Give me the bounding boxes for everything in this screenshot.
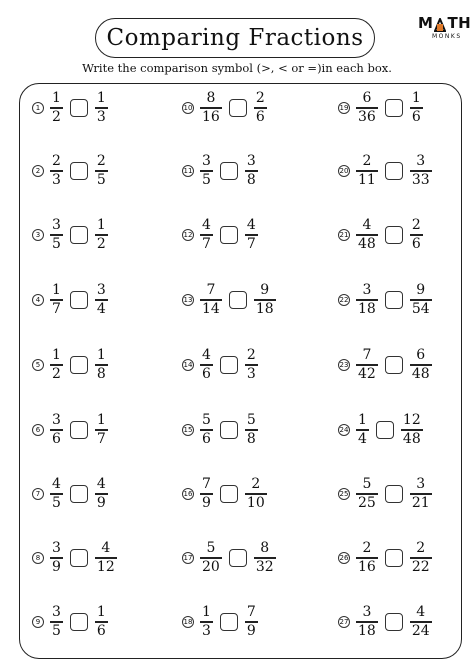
- problem-item: [338, 345, 432, 385]
- problem-item: [182, 280, 276, 320]
- numerator: 1: [52, 282, 61, 299]
- left-fraction: [356, 218, 378, 251]
- right-fraction: [245, 605, 258, 638]
- right-fraction: [254, 91, 267, 124]
- problem-item: [182, 88, 267, 128]
- answer-box[interactable]: [70, 549, 88, 567]
- answer-box[interactable]: [220, 613, 238, 631]
- problem-item: [32, 345, 108, 385]
- denominator: 9: [96, 494, 106, 511]
- denominator: 22: [411, 558, 430, 575]
- right-fraction: [401, 413, 423, 446]
- problem-number: 19: [339, 104, 349, 112]
- right-fraction: [410, 283, 432, 316]
- numerator: 3: [96, 282, 106, 299]
- right-fraction: [410, 348, 432, 381]
- numerator: 1: [96, 412, 106, 429]
- numerator: 8: [260, 540, 270, 557]
- answer-box[interactable]: [220, 162, 238, 180]
- right-fraction: [254, 283, 276, 316]
- problem-number: 1: [32, 102, 44, 114]
- denominator: 9: [246, 622, 256, 639]
- left-fraction: [356, 91, 378, 124]
- right-fraction: [95, 154, 108, 187]
- denominator: 3: [96, 108, 106, 125]
- denominator: 54: [411, 300, 430, 317]
- denominator: 6: [255, 108, 265, 125]
- denominator: 8: [96, 365, 106, 382]
- denominator: 21: [411, 494, 430, 511]
- right-fraction: [254, 541, 276, 574]
- left-fraction: [356, 605, 378, 638]
- right-fraction: [245, 154, 258, 187]
- problem-number: 11: [183, 167, 193, 175]
- denominator: 36: [358, 108, 376, 125]
- numerator: 1: [202, 604, 211, 621]
- numerator: 2: [416, 540, 426, 557]
- math-monks-logo: [418, 14, 472, 54]
- answer-box[interactable]: [70, 356, 88, 374]
- right-fraction: [95, 348, 108, 381]
- denominator: 5: [52, 622, 61, 639]
- denominator: 9: [202, 494, 211, 511]
- denominator: 18: [358, 622, 376, 639]
- numerator: 1: [52, 347, 61, 364]
- problem-item: [32, 538, 117, 578]
- problem-item: [32, 88, 108, 128]
- problem-item: [32, 474, 108, 514]
- numerator: 2: [362, 153, 372, 170]
- denominator: 5: [202, 171, 211, 188]
- denominator: 9: [52, 558, 61, 575]
- worksheet-title: [95, 18, 375, 58]
- left-fraction: [200, 348, 213, 381]
- numerator: 3: [416, 476, 426, 493]
- answer-box[interactable]: [220, 421, 238, 439]
- problem-number: 21: [339, 231, 349, 239]
- problem-number: 9: [32, 616, 44, 628]
- answer-box[interactable]: [385, 485, 403, 503]
- right-fraction: [245, 477, 267, 510]
- problem-item: [338, 474, 432, 514]
- denominator: 2: [96, 235, 106, 252]
- numerator: 1: [96, 347, 106, 364]
- answer-box[interactable]: [385, 162, 403, 180]
- problem-item: [338, 280, 432, 320]
- problem-number: 2: [32, 165, 44, 177]
- instructions: Write the comparison symbol (>, < or =)in each box.: [82, 61, 392, 75]
- numerator: 4: [101, 540, 111, 557]
- answer-box[interactable]: [385, 613, 403, 631]
- numerator: 5: [202, 412, 211, 429]
- numerator: 3: [52, 604, 61, 621]
- numerator: 2: [96, 153, 106, 170]
- answer-box[interactable]: [70, 226, 88, 244]
- problem-number: 23: [339, 361, 349, 369]
- problem-number: 27: [339, 618, 349, 626]
- numerator: 6: [416, 347, 426, 364]
- numerator: 4: [202, 347, 211, 364]
- problem-number: 6: [32, 424, 44, 436]
- problem-item: [338, 151, 432, 191]
- right-fraction: [410, 605, 432, 638]
- answer-box[interactable]: [229, 291, 247, 309]
- denominator: 5: [52, 235, 61, 252]
- answer-box[interactable]: [376, 421, 394, 439]
- denominator: 16: [202, 108, 220, 125]
- answer-box[interactable]: [220, 356, 238, 374]
- denominator: 6: [411, 108, 421, 125]
- problem-item: [182, 538, 276, 578]
- problem-item: [32, 280, 108, 320]
- right-fraction: [245, 413, 258, 446]
- denominator: 6: [96, 622, 106, 639]
- denominator: 3: [202, 622, 211, 639]
- problem-item: [338, 602, 432, 642]
- denominator: 10: [246, 494, 265, 511]
- denominator: 16: [358, 558, 376, 575]
- right-fraction: [245, 348, 258, 381]
- numerator: 3: [246, 153, 256, 170]
- denominator: 42: [358, 365, 376, 382]
- left-fraction: [200, 91, 222, 124]
- denominator: 6: [52, 430, 61, 447]
- answer-box[interactable]: [385, 226, 403, 244]
- right-fraction: [95, 218, 108, 251]
- denominator: 5: [96, 171, 106, 188]
- problem-number: 25: [339, 490, 349, 498]
- problem-number: 14: [183, 361, 193, 369]
- right-fraction: [410, 218, 423, 251]
- answer-box[interactable]: [229, 99, 247, 117]
- problem-item: [182, 602, 258, 642]
- left-fraction: [200, 154, 213, 187]
- problem-number: 15: [183, 426, 193, 434]
- left-fraction: [200, 477, 213, 510]
- problem-number: 18: [183, 618, 193, 626]
- problem-item: [182, 345, 258, 385]
- denominator: 32: [255, 558, 274, 575]
- answer-box[interactable]: [220, 226, 238, 244]
- numerator: 1: [358, 412, 367, 429]
- numerator: 3: [202, 153, 211, 170]
- right-fraction: [410, 477, 432, 510]
- numerator: 2: [411, 217, 421, 234]
- logo-letters: M: [418, 14, 434, 32]
- problem-item: [182, 215, 258, 255]
- numerator: 7: [362, 347, 372, 364]
- denominator: 7: [202, 235, 211, 252]
- numerator: 2: [255, 90, 265, 107]
- logo-letters-rest: TH: [447, 14, 472, 32]
- numerator: 4: [416, 604, 426, 621]
- numerator: 3: [52, 540, 61, 557]
- denominator: 14: [202, 300, 220, 317]
- denominator: 7: [52, 300, 61, 317]
- problem-number: 13: [183, 296, 193, 304]
- denominator: 6: [411, 235, 421, 252]
- denominator: 18: [255, 300, 274, 317]
- numerator: 1: [52, 90, 61, 107]
- left-fraction: [200, 605, 213, 638]
- denominator: 6: [202, 430, 211, 447]
- right-fraction: [410, 154, 432, 187]
- problem-number: 22: [339, 296, 349, 304]
- denominator: 11: [358, 171, 376, 188]
- problem-number: 5: [32, 359, 44, 371]
- left-fraction: [50, 283, 63, 316]
- answer-box[interactable]: [70, 162, 88, 180]
- numerator: 12: [402, 412, 421, 429]
- problem-number: 10: [183, 104, 193, 112]
- denominator: 8: [246, 430, 256, 447]
- problem-number: 24: [339, 426, 349, 434]
- numerator: 4: [362, 217, 372, 234]
- numerator: 2: [52, 153, 61, 170]
- numerator: 4: [202, 217, 211, 234]
- left-fraction: [50, 348, 63, 381]
- denominator: 2: [52, 108, 61, 125]
- problem-number: 17: [183, 554, 193, 562]
- denominator: 48: [411, 365, 430, 382]
- left-fraction: [356, 348, 378, 381]
- left-fraction: [50, 605, 63, 638]
- right-fraction: [95, 541, 117, 574]
- answer-box[interactable]: [70, 613, 88, 631]
- problem-number: 4: [32, 294, 44, 306]
- left-fraction: [200, 218, 213, 251]
- answer-box[interactable]: [70, 421, 88, 439]
- problem-item: [338, 215, 423, 255]
- left-fraction: [356, 154, 378, 187]
- answer-box[interactable]: [385, 356, 403, 374]
- problem-number: 3: [32, 229, 44, 241]
- problem-number: 12: [183, 231, 193, 239]
- denominator: 24: [411, 622, 430, 639]
- left-fraction: [356, 283, 378, 316]
- denominator: 25: [358, 494, 376, 511]
- denominator: 18: [358, 300, 376, 317]
- problem-item: [32, 410, 108, 450]
- numerator: 7: [246, 604, 256, 621]
- numerator: 4: [246, 217, 256, 234]
- numerator: 5: [206, 540, 216, 557]
- numerator: 2: [251, 476, 261, 493]
- right-fraction: [410, 91, 423, 124]
- numerator: 2: [362, 540, 372, 557]
- right-fraction: [410, 541, 432, 574]
- problem-number: 20: [339, 167, 349, 175]
- right-fraction: [245, 218, 258, 251]
- left-fraction: [50, 91, 63, 124]
- problem-item: [338, 538, 432, 578]
- numerator: 1: [96, 217, 106, 234]
- numerator: 7: [202, 476, 211, 493]
- title-text: Comparing Fractions: [106, 25, 364, 51]
- left-fraction: [50, 218, 63, 251]
- numerator: 2: [246, 347, 256, 364]
- numerator: 4: [96, 476, 106, 493]
- denominator: 4: [96, 300, 106, 317]
- numerator: 1: [96, 90, 106, 107]
- left-fraction: [200, 413, 213, 446]
- right-fraction: [95, 477, 108, 510]
- left-fraction: [356, 413, 369, 446]
- numerator: 5: [362, 476, 372, 493]
- denominator: 3: [52, 171, 61, 188]
- problem-item: [182, 474, 267, 514]
- logo-triangle-icon: [434, 18, 446, 32]
- problem-number: 26: [339, 554, 349, 562]
- left-fraction: [200, 541, 222, 574]
- numerator: 1: [411, 90, 421, 107]
- left-fraction: [356, 541, 378, 574]
- left-fraction: [200, 283, 222, 316]
- numerator: 4: [52, 476, 61, 493]
- denominator: 6: [202, 365, 211, 382]
- left-fraction: [50, 477, 63, 510]
- numerator: 8: [206, 90, 216, 107]
- problem-number: 16: [183, 490, 193, 498]
- problem-item: [182, 410, 258, 450]
- answer-box[interactable]: [70, 485, 88, 503]
- left-fraction: [50, 541, 63, 574]
- numerator: 9: [416, 282, 426, 299]
- left-fraction: [50, 154, 63, 187]
- answer-box[interactable]: [229, 549, 247, 567]
- answer-box[interactable]: [385, 549, 403, 567]
- answer-box[interactable]: [70, 99, 88, 117]
- denominator: 48: [402, 430, 421, 447]
- numerator: 3: [52, 412, 61, 429]
- denominator: 33: [411, 171, 430, 188]
- numerator: 1: [96, 604, 106, 621]
- numerator: 5: [246, 412, 256, 429]
- denominator: 20: [202, 558, 220, 575]
- denominator: 2: [52, 365, 61, 382]
- logo-subtext: MONKS: [432, 33, 462, 40]
- left-fraction: [50, 413, 63, 446]
- numerator: 7: [206, 282, 216, 299]
- right-fraction: [95, 283, 108, 316]
- problem-item: [32, 602, 108, 642]
- denominator: 7: [246, 235, 256, 252]
- denominator: 12: [96, 558, 115, 575]
- denominator: 5: [52, 494, 61, 511]
- right-fraction: [95, 605, 108, 638]
- problem-item: [338, 88, 423, 128]
- answer-box[interactable]: [385, 291, 403, 309]
- problem-number: 8: [32, 552, 44, 564]
- problem-item: [32, 151, 108, 191]
- numerator: 3: [52, 217, 61, 234]
- logo-wordmark: [418, 14, 472, 32]
- answer-box[interactable]: [70, 291, 88, 309]
- numerator: 3: [362, 604, 372, 621]
- denominator: 8: [246, 171, 256, 188]
- problem-number: 7: [32, 488, 44, 500]
- numerator: 6: [362, 90, 372, 107]
- problem-item: [32, 215, 108, 255]
- denominator: 3: [246, 365, 256, 382]
- problem-item: [338, 410, 423, 450]
- right-fraction: [95, 91, 108, 124]
- right-fraction: [95, 413, 108, 446]
- denominator: 48: [358, 235, 376, 252]
- numerator: 9: [260, 282, 270, 299]
- answer-box[interactable]: [385, 99, 403, 117]
- denominator: 4: [358, 430, 367, 447]
- numerator: 3: [416, 153, 426, 170]
- numerator: 3: [362, 282, 372, 299]
- answer-box[interactable]: [220, 485, 238, 503]
- denominator: 7: [96, 430, 106, 447]
- problem-item: [182, 151, 258, 191]
- left-fraction: [356, 477, 378, 510]
